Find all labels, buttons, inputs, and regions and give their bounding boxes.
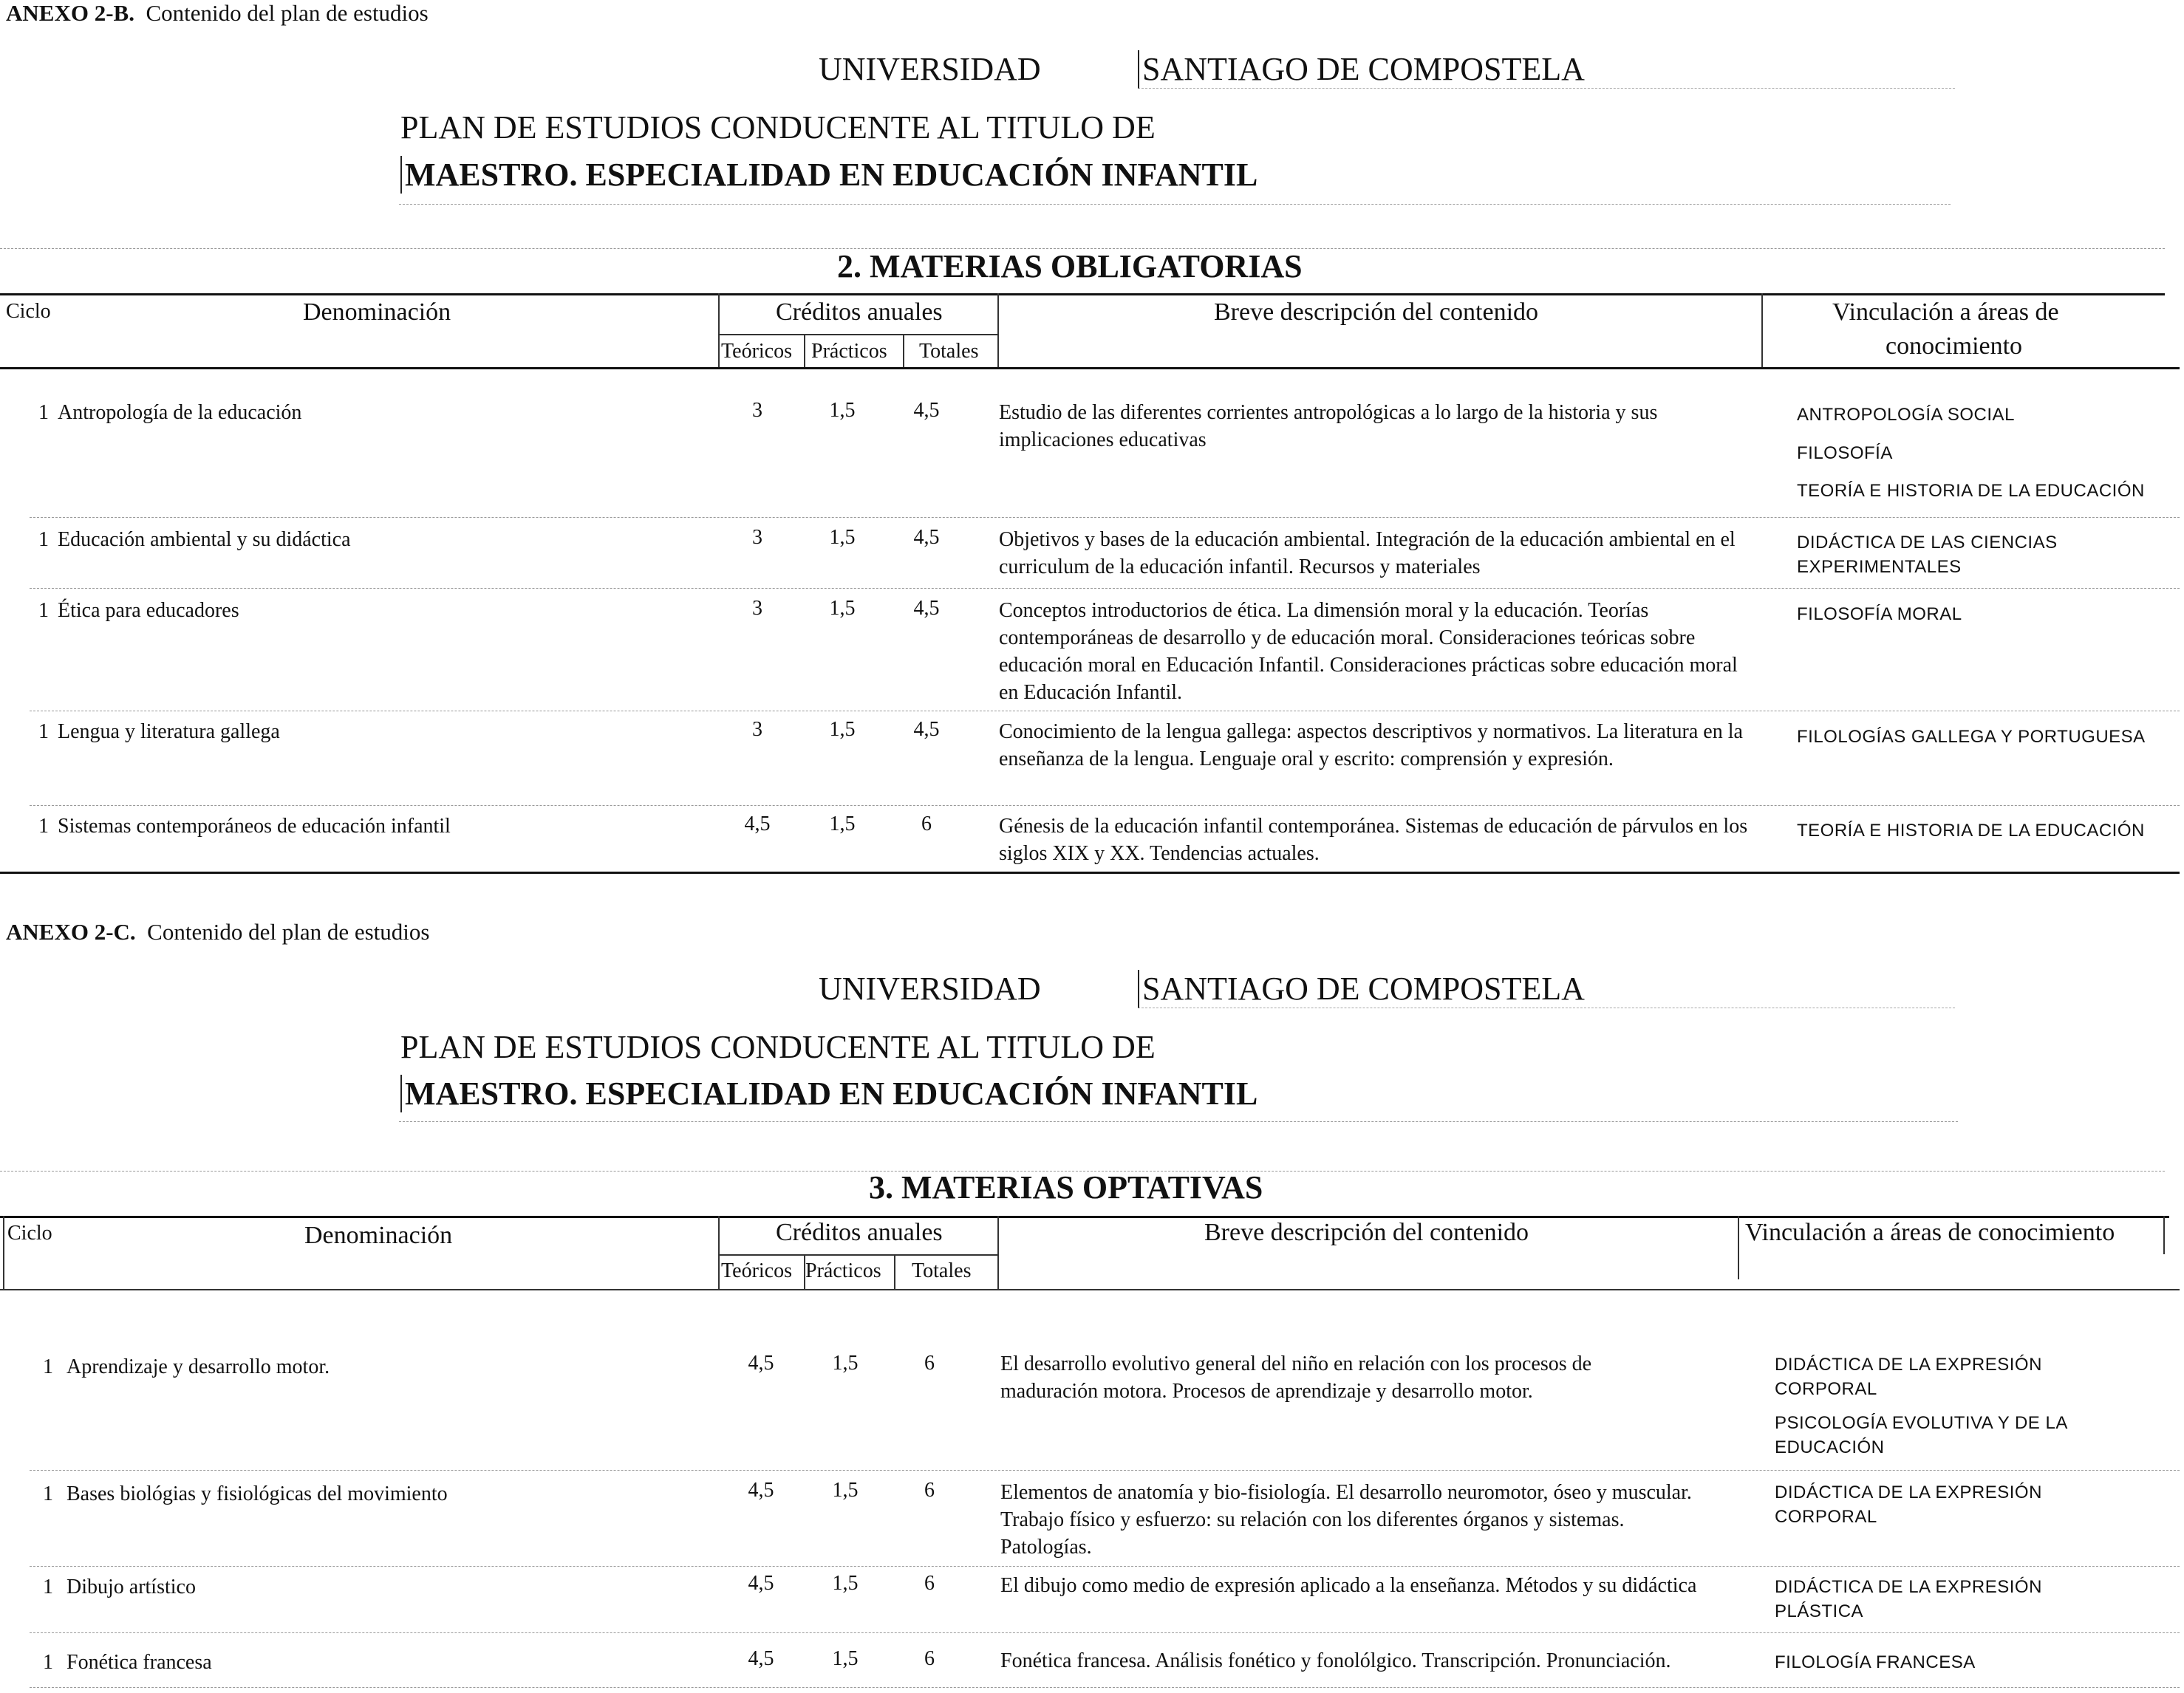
col-divider (3, 1216, 4, 1289)
university-label: UNIVERSIDAD (819, 971, 1041, 1007)
row-practicos: 1,5 (832, 1479, 859, 1502)
row-name: Aprendizaje y desarrollo motor. (66, 1355, 330, 1378)
row-totales: 6 (924, 1572, 935, 1595)
row-divider (30, 1632, 2180, 1633)
row-description: Conocimiento de la lengua gallega: aspectos descriptivos y normativos. La literatura en la enseñanza de la lengua. Lenguaje oral y escrito: comprensión y expresión. (999, 720, 1743, 770)
row-ciclo: 1 (43, 1482, 53, 1505)
row-teoricos: 3 (752, 526, 762, 549)
col-divider (1761, 293, 1763, 367)
row-name: Lengua y literatura gallega (58, 720, 280, 743)
row-name: Antropología de la educación (58, 401, 302, 424)
row-name: Sistemas contemporáneos de educación infantil (58, 815, 451, 838)
degree-title: MAESTRO. ESPECIALIDAD EN EDUCACIÓN INFANTIL (400, 156, 1257, 194)
row-description: Estudio de las diferentes corrientes antropológicas a lo largo de la historia y sus implicaciones educativas (999, 401, 1658, 451)
section-title: 2. MATERIAS OBLIGATORIAS (837, 248, 1303, 284)
row-area: FILOSOFÍA (1797, 443, 1893, 463)
row-area: DIDÁCTICA DE LA EXPRESIÓN CORPORAL (1775, 1355, 2042, 1399)
header-practicos: Prácticos (811, 340, 887, 363)
university-name: SANTIAGO DE COMPOSTELA (1138, 970, 1955, 1008)
col-divider (718, 293, 720, 367)
row-description: Conceptos introductorios de ética. La dimensión moral y la educación. Teorías contemporáneas de desarrollo y de educación moral. Consideraciones teóricas sobre educación moral en Educación Infantil. Consideraciones prácticas sobre educación moral en Educación Infantil. (999, 599, 1738, 704)
row-area: DIDÁCTICA DE LA EXPRESIÓN CORPORAL (1775, 1482, 2042, 1527)
row-ciclo: 1 (43, 1651, 53, 1674)
col-divider (718, 1216, 720, 1289)
row-teoricos: 3 (752, 399, 762, 422)
row-ciclo: 1 (38, 401, 49, 424)
row-divider (30, 1566, 2180, 1567)
row-area: FILOLOGÍAS GALLEGA Y PORTUGUESA (1797, 727, 2146, 747)
row-totales: 4,5 (913, 597, 940, 620)
row-teoricos: 4,5 (744, 813, 771, 835)
col-divider (903, 334, 904, 367)
row-teoricos: 4,5 (748, 1479, 774, 1502)
row-practicos: 1,5 (832, 1572, 859, 1595)
row-practicos: 1,5 (829, 526, 856, 549)
header-top-rule (0, 293, 2165, 295)
row-teoricos: 3 (752, 597, 762, 620)
col-divider (804, 334, 805, 367)
row-area: ANTROPOLOGÍA SOCIAL (1797, 405, 2015, 425)
row-totales: 6 (924, 1647, 935, 1670)
header-creditos: Créditos anuales (776, 298, 943, 326)
sub-rule (718, 334, 997, 335)
plan-title: PLAN DE ESTUDIOS CONDUCENTE AL TITULO DE (400, 109, 1156, 146)
row-description: Fonética francesa. Análisis fonético y fonolólgico. Transcripción. Pronunciación. (1000, 1649, 1671, 1672)
row-description: Génesis de la educación infantil contemporánea. Sistemas de educación de párvulos en los siglos XIX y XX. Tendencias actuales. (999, 815, 1748, 865)
col-divider (1738, 1216, 1739, 1279)
header-descripcion: Breve descripción del contenido (1214, 298, 1539, 326)
header-descripcion: Breve descripción del contenido (1204, 1219, 1529, 1246)
row-totales: 6 (924, 1352, 935, 1375)
row-practicos: 1,5 (832, 1647, 859, 1670)
header-bottom-rule (0, 367, 2180, 369)
row-ciclo: 1 (43, 1576, 53, 1598)
row-divider (30, 805, 2180, 806)
annex-label: ANEXO 2-B. (6, 0, 134, 26)
row-name: Fonética francesa (66, 1651, 212, 1674)
row-totales: 4,5 (913, 399, 940, 422)
row-divider (30, 1687, 2180, 1688)
row-divider (30, 1470, 2180, 1471)
header-bottom-rule (0, 1289, 2180, 1290)
row-divider (30, 517, 2180, 518)
row-divider (30, 588, 2180, 589)
header-teoricos: Teóricos (721, 340, 793, 363)
header-vinculacion: Vinculación a áreas de (1832, 298, 2059, 326)
sub-rule (718, 1254, 997, 1256)
row-teoricos: 4,5 (748, 1647, 774, 1670)
row-description: El desarrollo evolutivo general del niño en relación con los procesos de maduración motora. Procesos de aprendizaje y desarrollo motor. (1000, 1352, 1592, 1403)
annex-text: Contenido del plan de estudios (147, 919, 430, 945)
row-ciclo: 1 (38, 599, 49, 622)
row-teoricos: 4,5 (748, 1352, 774, 1375)
degree-title: MAESTRO. ESPECIALIDAD EN EDUCACIÓN INFANTIL (400, 1075, 1257, 1112)
header-creditos: Créditos anuales (776, 1219, 943, 1246)
annex-title (6, 919, 429, 945)
university-name: SANTIAGO DE COMPOSTELA (1138, 50, 1955, 89)
header-vinculacion-2: conocimiento (1886, 332, 2023, 360)
row-name: Dibujo artístico (66, 1576, 196, 1598)
row-practicos: 1,5 (829, 597, 856, 620)
row-totales: 6 (921, 813, 932, 835)
header-top-rule (0, 1216, 2169, 1218)
row-area: TEORÍA E HISTORIA DE LA EDUCACIÓN (1797, 821, 2145, 841)
row-description: Elementos de anatomía y bio-fisiología. El desarrollo neuromotor, óseo y muscular. Trabajo físico y esfuerzo: su relación con los diferentes órganos y sistemas. Patologías. (1000, 1481, 1692, 1559)
divider (399, 1121, 1958, 1122)
header-ciclo: Ciclo (7, 1222, 52, 1245)
row-description: Objetivos y bases de la educación ambiental. Integración de la educación ambiental en el curriculum de la educación infantil. Recursos y materiales (999, 528, 1736, 578)
row-totales: 6 (924, 1479, 935, 1502)
row-area: DIDÁCTICA DE LA EXPRESIÓN PLÁSTICA (1775, 1577, 2042, 1621)
university-label: UNIVERSIDAD (819, 51, 1041, 87)
row-totales: 4,5 (913, 526, 940, 549)
row-ciclo: 1 (38, 815, 49, 838)
divider (399, 204, 1951, 205)
row-ciclo: 1 (38, 720, 49, 743)
section-title: 3. MATERIAS OPTATIVAS (869, 1169, 1263, 1205)
row-practicos: 1,5 (829, 718, 856, 741)
header-teoricos: Teóricos (721, 1259, 793, 1282)
header-totales: Totales (912, 1259, 972, 1282)
row-description: El dibujo como medio de expresión aplicado a la enseñanza. Métodos y su didáctica (1000, 1574, 1697, 1597)
col-divider (2163, 1216, 2165, 1254)
row-name: Bases biológias y fisiológicas del movimiento (66, 1482, 448, 1505)
header-totales: Totales (919, 340, 979, 363)
row-ciclo: 1 (38, 528, 49, 551)
annex-text: Contenido del plan de estudios (146, 0, 429, 26)
row-area: FILOSOFÍA MORAL (1797, 604, 1962, 624)
col-divider (894, 1254, 895, 1289)
header-denominacion: Denominación (303, 298, 451, 326)
row-teoricos: 4,5 (748, 1572, 774, 1595)
row-name: Educación ambiental y su didáctica (58, 528, 351, 551)
row-ciclo: 1 (43, 1355, 53, 1378)
row-practicos: 1,5 (832, 1352, 859, 1375)
row-teoricos: 3 (752, 718, 762, 741)
plan-title: PLAN DE ESTUDIOS CONDUCENTE AL TITULO DE (400, 1029, 1156, 1065)
row-area: PSICOLOGÍA EVOLUTIVA Y DE LA EDUCACIÓN (1775, 1413, 2067, 1457)
col-divider (997, 293, 999, 367)
col-divider (997, 1216, 999, 1289)
header-vinculacion: Vinculación a áreas de conocimiento (1745, 1219, 2115, 1246)
table-bottom-rule (0, 872, 2180, 874)
row-practicos: 1,5 (829, 813, 856, 835)
row-name: Ética para educadores (58, 599, 239, 622)
row-totales: 4,5 (913, 718, 940, 741)
header-denominacion: Denominación (304, 1222, 453, 1249)
annex-label: ANEXO 2-C. (6, 919, 136, 945)
header-ciclo: Ciclo (6, 300, 51, 323)
row-area: FILOLOGÍA FRANCESA (1775, 1652, 1976, 1672)
annex-title (6, 0, 429, 27)
row-area: TEORÍA E HISTORIA DE LA EDUCACIÓN (1797, 481, 2145, 501)
row-area: DIDÁCTICA DE LAS CIENCIAS EXPERIMENTALES (1797, 533, 2058, 577)
header-practicos: Prácticos (805, 1259, 881, 1282)
row-practicos: 1,5 (829, 399, 856, 422)
